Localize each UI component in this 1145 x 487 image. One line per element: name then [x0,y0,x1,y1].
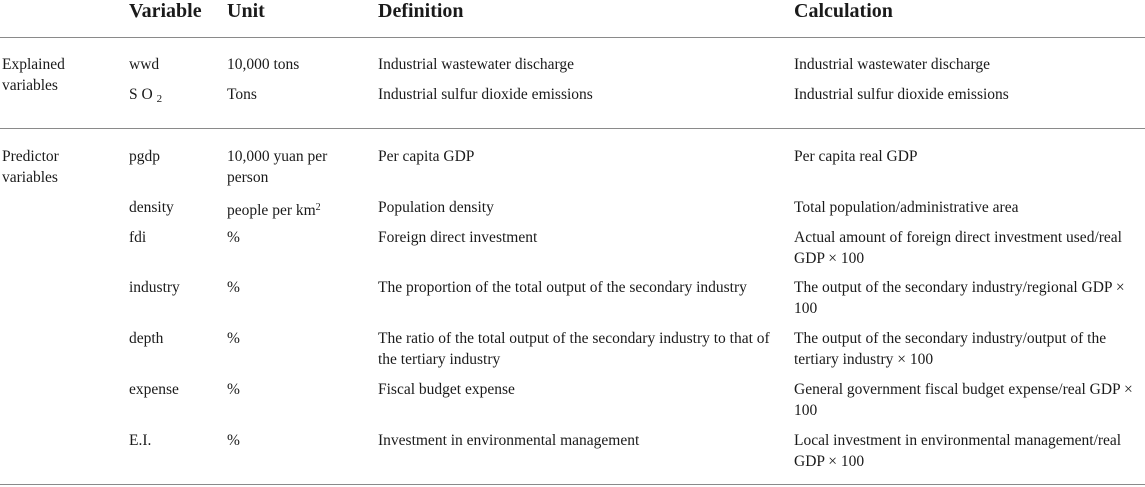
def-wwd: Industrial wastewater discharge [378,56,574,73]
calc-expense: General government fiscal budget expense/real GDP × 100 [794,381,1133,419]
bottom-rule [0,484,1145,485]
group-rule [0,128,1145,129]
calc-so2: Industrial sulfur dioxide emissions [794,86,1009,103]
header-calculation: Calculation [794,0,893,22]
var-wwd: wwd [129,56,160,73]
unit-density-main: people per km [227,202,316,219]
def-depth: The ratio of the total output of the secondary industry to that of the tertiary industry [378,330,770,368]
unit-ei: % [227,432,240,449]
def-density: Population density [378,199,494,216]
var-industry: industry [129,279,180,296]
header-definition: Definition [378,0,464,22]
var-expense: expense [129,381,179,398]
group-explained-label: Explained variables [2,56,65,94]
calc-pgdp: Per capita real GDP [794,148,918,165]
def-ei: Investment in environmental management [378,432,640,449]
unit-pgdp: 10,000 yuan per person [227,148,328,186]
header-variable: Variable [129,0,202,22]
unit-so2: Tons [227,86,257,103]
def-fdi: Foreign direct investment [378,229,538,246]
calc-depth: The output of the secondary industry/output of the tertiary industry × 100 [794,330,1107,368]
group-predictor-label: Predictor variables [2,148,59,186]
calc-industry: The output of the secondary industry/regional GDP × 100 [794,279,1125,317]
unit-expense: % [227,381,240,398]
def-so2: Industrial sulfur dioxide emissions [378,86,593,103]
unit-industry: % [227,279,240,296]
header-unit: Unit [227,0,265,22]
unit-density-superscript: 2 [315,202,321,213]
calc-wwd: Industrial wastewater discharge [794,56,990,73]
var-pgdp: pgdp [129,148,160,165]
unit-density [227,197,367,221]
def-pgdp: Per capita GDP [378,148,475,165]
var-so2-main: S O [129,86,153,103]
def-industry: The proportion of the total output of the secondary industry [378,279,747,296]
var-ei: E.I. [129,432,152,449]
unit-wwd: 10,000 tons [227,56,300,73]
unit-fdi: % [227,229,240,246]
calc-density: Total population/administrative area [794,199,1019,216]
var-so2-subscript: 2 [156,93,163,105]
var-fdi: fdi [129,229,147,246]
header-rule [0,37,1145,38]
calc-fdi: Actual amount of foreign direct investment used/real GDP × 100 [794,229,1122,267]
unit-depth: % [227,330,240,347]
var-density: density [129,199,174,216]
def-expense: Fiscal budget expense [378,381,515,398]
calc-ei: Local investment in environmental management/real GDP × 100 [794,432,1122,470]
var-depth: depth [129,330,164,347]
var-so2 [129,84,219,110]
